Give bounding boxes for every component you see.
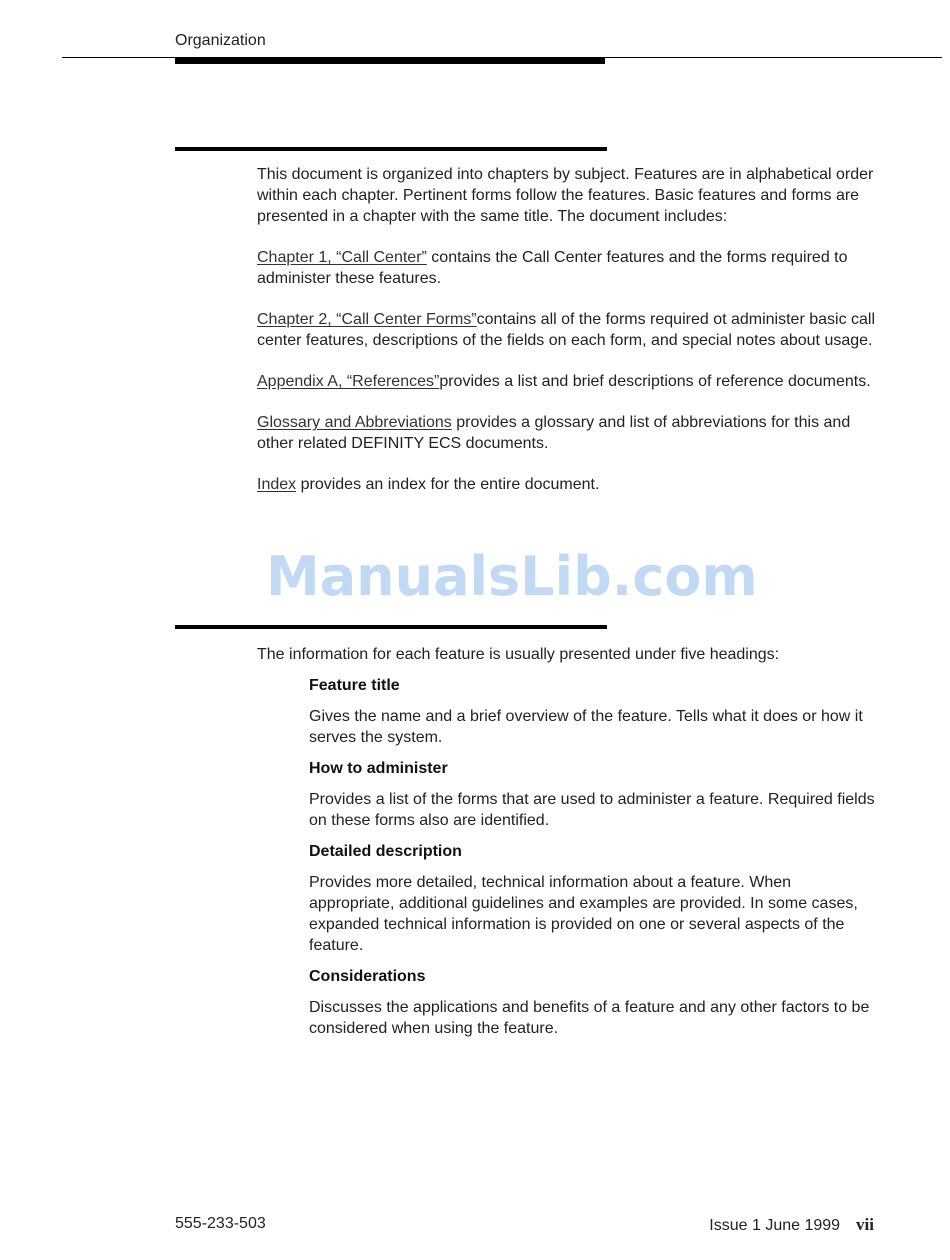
- issue-date: Issue 1 June 1999: [709, 1217, 841, 1234]
- list-item: [257, 371, 877, 392]
- header-rule-accent: [175, 57, 605, 64]
- item-text: provides a list and brief descriptions of reference documents.: [439, 373, 871, 390]
- section-2-intro: The information for each feature is usually presented under five headings:: [257, 646, 780, 663]
- heading-title: Feature title: [309, 677, 400, 694]
- list-item: [257, 247, 877, 289]
- watermark: ManualsLib.com: [266, 545, 758, 608]
- heading-title: How to administer: [309, 760, 448, 777]
- heading-description: Discusses the applications and benefits of a feature and any other factors to be considered when using the feature.: [309, 999, 870, 1037]
- chapter-1-link[interactable]: Chapter 1, “Call Center”: [257, 249, 427, 266]
- item-text: provides an index for the entire document.: [296, 476, 600, 493]
- feature-headings-list: [309, 675, 879, 1049]
- heading-description: Provides more detailed, technical information about a feature. When appropriate, additional guidelines and examples are provided. In some cases, expanded technical information is provided on one or several aspects of the feature.: [309, 874, 858, 954]
- footer-issue: [709, 1215, 874, 1235]
- section-1-body: [257, 164, 877, 515]
- doc-number: 555-233-503: [175, 1215, 266, 1232]
- item-text: contains all of the forms required ot administer basic call center features, descriptions of the fields on each form, and special notes about usage.: [257, 311, 876, 349]
- running-header: Organization: [175, 32, 266, 49]
- section-rule-2: [175, 625, 607, 629]
- list-item: [257, 412, 877, 454]
- section-rule-1: [175, 147, 607, 151]
- page-number: vii: [856, 1215, 874, 1234]
- heading-description: Gives the name and a brief overview of the feature. Tells what it does or how it serves the system.: [309, 708, 863, 746]
- item-text: contains the Call Center features and the forms required to administer these features.: [257, 249, 848, 287]
- heading-description: Provides a list of the forms that are used to administer a feature. Required fields on these forms also are identified.: [309, 791, 875, 829]
- chapter-2-link[interactable]: Chapter 2, “Call Center Forms”: [257, 311, 477, 328]
- heading-title: Detailed description: [309, 843, 462, 860]
- glossary-link[interactable]: Glossary and Abbreviations: [257, 414, 452, 431]
- heading-title: Considerations: [309, 968, 426, 985]
- list-item: [257, 474, 877, 495]
- intro-paragraph: This document is organized into chapters by subject. Features are in alphabetical order within each chapter. Pertinent forms follow the features. Basic features and forms are presented in a chapter with the same title. The document includes:: [257, 166, 874, 225]
- item-text: provides a glossary and list of abbreviations for this and other related DEFINITY ECS documents.: [257, 414, 851, 452]
- list-item: [257, 309, 877, 351]
- appendix-a-link[interactable]: Appendix A, “References”: [257, 373, 440, 390]
- index-link[interactable]: Index: [257, 476, 297, 493]
